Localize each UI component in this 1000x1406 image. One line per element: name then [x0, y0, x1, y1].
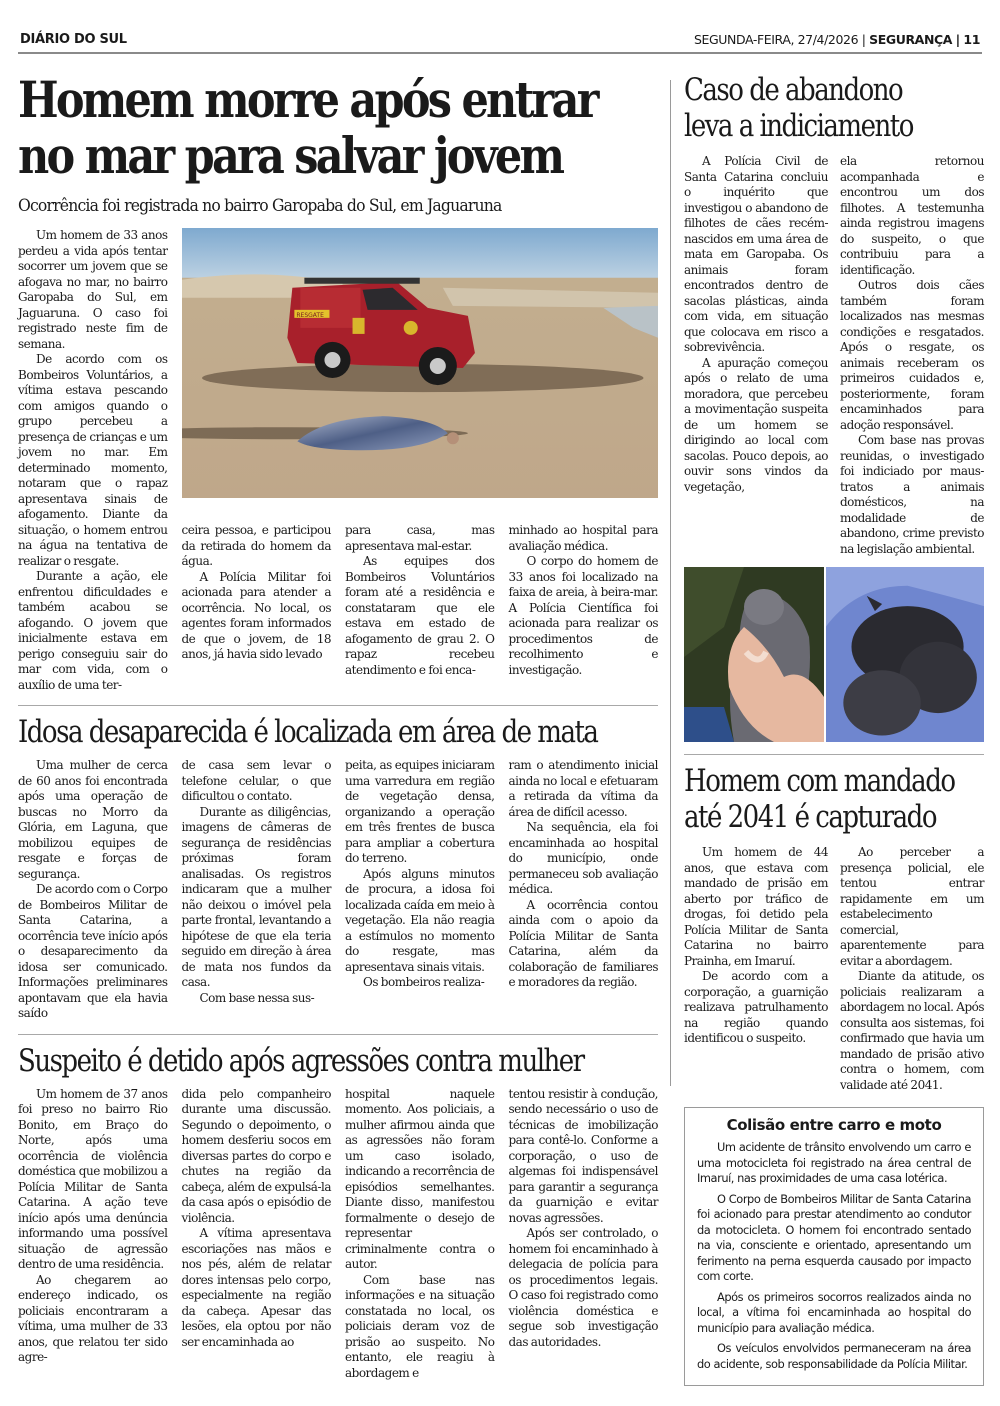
- paragraph: O corpo do homem de 33 anos foi localizado na faixa de areia, à beira-mar. A Polícia Científica foi acionada para realizar os procedimentos de recolhimento e investigação.: [508, 554, 658, 677]
- headline-line: no mar para salvar jovem: [18, 126, 563, 185]
- paragraph: Um homem de 37 anos foi preso no bairro Rio Bonito, em Braço do Norte, após uma ocorrência de violência doméstica que mobilizou a Polícia Militar de Santa Catarina. A ação teve início após uma denúncia informando uma possível situação de agressão dentro de uma residência.: [18, 1086, 168, 1271]
- story1-headline: [18, 70, 597, 185]
- headline-line: Homem morre após entrar: [18, 70, 597, 129]
- paragraph: Os veículos envolvidos permaneceram na área do acidente, sob responsabilidade da Polícia Militar.: [697, 1341, 971, 1371]
- paragraph: ram o atendimento inicial ainda no local e efetuaram a retirada da vítima da área de difícil acesso.: [508, 758, 658, 819]
- story3-body: [18, 758, 658, 1022]
- puppies-in-blanket-image: [826, 567, 984, 742]
- main-column-area: [18, 72, 658, 1381]
- story3-column-1: [18, 758, 168, 1022]
- paragraph: tentou resistir à condução, sendo necessário o uso de técnicas de imobilização para contê-lo. Conforme a corporação, o uso de algemas foi indispensável para garantir a segurança da guarnição e evitar novas agressões.: [508, 1086, 658, 1225]
- paragraph: minhado ao hospital para avaliação médica.: [508, 523, 658, 553]
- story5-column-4: [509, 1087, 659, 1382]
- page-meta: [694, 32, 980, 47]
- newspaper-name: DIÁRIO DO SUL: [20, 32, 127, 47]
- paragraph: Na sequência, ela foi encaminhada ao hospital do município, onde permaneceu sob avaliação médica.: [508, 820, 658, 896]
- story3-headline: Idosa desaparecida é localizada em área de mata: [18, 714, 598, 750]
- paragraph: Os bombeiros realiza-: [363, 975, 485, 989]
- section-rule: [684, 754, 984, 755]
- paragraph: Outros dois cães também foram localizados nas mesmas condições e resgatados. Após o resgate, os animais receberam os primeiros cuidados e, posteriormente, foram encaminhados para adoção responsável.: [840, 278, 984, 432]
- headline-line: Caso de abandono: [684, 72, 903, 108]
- story1-subhead: Ocorrência foi registrada no bairro Garopaba do Sul, em Jaguaruna: [18, 196, 502, 216]
- sidebar-news-box: [684, 1107, 984, 1386]
- paragraph: A ocorrência contou ainda com o apoio da Polícia Militar de Santa Catarina, além da colaboração de familiares e moradores da região.: [508, 897, 658, 989]
- paragraph: Com base nas informações e na situação constatada no local, os policiais deram voz de prisão ao suspeito. No entanto, ele reagiu à abordagem e: [345, 1272, 495, 1380]
- issue-date: SEGUNDA-FEIRA, 27/4/2026: [693, 32, 859, 47]
- section-name: SEGURANÇA: [869, 32, 953, 47]
- paragraph: hospital naquele momento. Aos policiais, a mulher afirmou ainda que as agressões não foram um caso isolado, indicando a recorrência de episódios semelhantes. Diante disso, manifestou formalmente o desejo de representar criminalmente contra o autor.: [345, 1086, 495, 1271]
- box-title: Colisão entre carro e moto: [726, 1116, 942, 1134]
- beach-scene-image: [182, 228, 659, 498]
- story2-headline: [684, 72, 936, 144]
- story5-column-2: [182, 1087, 332, 1382]
- side-column-area: [684, 72, 984, 1386]
- story4-column-1: [684, 845, 828, 1093]
- paragraph: Após ser controlado, o homem foi encaminhado à delegacia de polícia para os procedimentos legais. O caso foi registrado como violência doméstica e segue sob investigação das autoridades.: [508, 1226, 658, 1349]
- paragraph: Um acidente de trânsito envolvendo um carro e uma motocicleta foi registrado na área central de Imaruí, nas proximidades de uma casa lotérica.: [697, 1140, 971, 1185]
- paragraph: A Polícia Civil de Santa Catarina concluiu o inquérito que investigou o abandono de filhotes de cães recém-nascidos em uma área de mata em Garopaba. Os animais foram encontrados dentro de sacolas plásticas, ainda com vida, em situação que colocava em risco a sobrevivência.: [684, 154, 828, 354]
- section-rule: [18, 1034, 658, 1035]
- column-divider: [670, 80, 671, 1086]
- paragraph: De acordo com o Corpo de Bombeiros Militar de Santa Catarina, a ocorrência teve início após o desaparecimento da idosa ser comunicado. Informações preliminares apontavam que ela havia saído: [18, 882, 168, 1020]
- paragraph: Um homem de 44 anos, que estava com mandado de prisão em aberto por tráfico de drogas, foi detido pela Polícia Militar de Santa Catarina no bairro Prainha, em Imaruí.: [684, 845, 828, 968]
- paragraph: para casa, mas apresentava mal-estar.: [345, 523, 495, 553]
- paragraph: Diante da atitude, os policiais realizaram a abordagem no local. Após consulta aos sistemas, foi confirmado que havia um mandado de prisão ativo contra o homem, com validade até 2041.: [840, 969, 985, 1092]
- story1-column-4: [509, 523, 659, 693]
- paragraph: Após alguns minutos de procura, a idosa foi localizada caída em meio à vegetação. Ela não reagia a estímulos no momento do resgate, mas apresentava sinais vitais.: [345, 866, 495, 974]
- story1-body: [18, 228, 658, 693]
- puppy-photo-1: [684, 567, 824, 742]
- paragraph: Após os primeiros socorros realizados ainda no local, a vítima foi encaminhada ao hospital do município para avaliação médica.: [697, 1289, 971, 1335]
- paragraph: De acordo com a corporação, a guarnição realizava patrulhamento na região quando identificou o suspeito.: [684, 969, 828, 1045]
- paragraph: De acordo com os Bombeiros Voluntários, a vítima estava pescando com amigos quando o grupo percebeu a presença de crianças e um jovem no mar. Em determinado momento, notaram que o rapaz apresentava sinais de afogamento. Diante da situação, o homem entrou na água na tentativa de realizar o resgate.: [18, 352, 168, 568]
- paragraph: As equipes dos Bombeiros Voluntários foram até a residência e constataram que ele estava em estado de afogamento de grau 2. O rapaz recebeu atendimento e foi enca-: [345, 554, 495, 677]
- header-rule: [18, 52, 982, 54]
- puppy-in-hand-image: [684, 567, 824, 742]
- story5-column-3: [345, 1087, 495, 1382]
- headline-line: até 2041 é capturado: [684, 799, 937, 835]
- puppy-photos: [684, 567, 984, 742]
- story2-column-2: [840, 154, 984, 557]
- paragraph: A apuração começou após o relato de uma moradora, que percebeu a movimentação suspeita de um homem se dirigindo ao local com sacolas. Pouco depois, ao ouvir sons vindos da vegetação,: [684, 355, 828, 494]
- paragraph: ceira pessoa, e participou da retirada do homem da água.: [181, 523, 331, 568]
- meta-separator: |: [955, 32, 960, 47]
- meta-separator: |: [861, 32, 866, 47]
- paragraph: Um homem de 33 anos perdeu a vida após tentar socorrer um jovem que se afogava no mar, no bairro Garopaba do Sul, em Jaguaruna. O caso foi registrado neste fim de semana.: [18, 228, 168, 351]
- story4-headline: [684, 763, 955, 835]
- story4-body: [684, 845, 984, 1093]
- paragraph: A vítima apresentava escoriações nas mãos e nos pés, além de relatar dores intensas pelo corpo, especialmente na região da cabeça. Apesar das lesões, ela optou por não ser encaminhada ao: [181, 1226, 331, 1349]
- paragraph: Ao chegarem ao endereço indicado, os policiais encontraram a vítima, uma mulher de 33 anos, que relatou ter sido agre-: [18, 1272, 168, 1364]
- story4-column-2: [840, 845, 984, 1093]
- headline-line: Homem com mandado: [684, 763, 955, 799]
- story3-column-4: [509, 758, 659, 1022]
- headline-line: leva a indiciamento: [684, 108, 913, 144]
- story5-headline: Suspeito é detido após agressões contra mulher: [18, 1042, 584, 1079]
- rescue-truck-photo: [182, 228, 659, 498]
- paragraph: ela retornou acompanhada e encontrou um dos filhotes. A testemunha ainda registrou imagens do suspeito, o que contribuiu para a identificação.: [840, 154, 984, 277]
- paragraph: Uma mulher de cerca de 60 anos foi encontrada após uma operação de buscas no Morro da Glória, em Laguna, que mobilizou equipes de resgate e forças de segurança.: [18, 758, 168, 881]
- story1-column-1: [18, 228, 168, 693]
- section-rule: [18, 705, 658, 706]
- story5-column-1: [18, 1087, 168, 1382]
- paragraph: Com base nessa sus-: [199, 990, 315, 1005]
- paragraph: de casa sem levar o telefone celular, o que dificultou o contato.: [181, 758, 331, 803]
- paragraph: O Corpo de Bombeiros Militar de Santa Catarina foi acionado para prestar atendimento ao condutor da motocicleta. O homem foi encontrado sentado na via, consciente e orientado, apresentando um ferimento na perna esquerda causado por impacto com corte.: [697, 1191, 971, 1283]
- story1-column-3: [345, 523, 495, 693]
- story2-body: [684, 154, 984, 557]
- truck-label: RESGATE: [295, 311, 324, 319]
- paragraph: Ao perceber a presença policial, ele tentou entrar rapidamente em um estabelecimento comercial, aparentemente para evitar a abordagem.: [840, 845, 984, 968]
- story3-column-3: [345, 758, 495, 1022]
- paragraph: Durante a ação, ele enfrentou dificuldades e também acabou se afogando. O jovem que inicialmente estava em perigo conseguiu sair do mar com vida, com o auxílio de uma ter-: [18, 569, 168, 692]
- paragraph: dida pelo companheiro durante uma discussão. Segundo o depoimento, o homem desferiu socos em diversas partes do corpo e chutes na região da cabeça, além de expulsá-la da casa após o episódio de violência.: [181, 1086, 331, 1225]
- story5-body: [18, 1087, 658, 1382]
- story2-column-1: [684, 154, 828, 557]
- paragraph: peita, as equipes iniciaram uma varredura em região de vegetação densa, organizando a operação em três frentes de busca para ampliar a cobertura do terreno.: [345, 758, 495, 865]
- paragraph: Durante as diligências, imagens de câmeras de segurança de residências próximas foram analisadas. Os registros indicaram que a mulher não deixou o imóvel pela parte frontal, levantando a hipótese de que ela teria seguido em direção à área de mata nos fundos da casa.: [181, 804, 331, 989]
- paragraph: Com base nas provas reunidas, o investigado foi indiciado por maus-tratos a animais domésticos, na modalidade de abandono, crime previsto na legislação ambiental.: [840, 433, 984, 556]
- paragraph: A Polícia Militar foi acionada para atender a ocorrência. No local, os agentes foram informados de que o jovem, de 18 anos, já havia sido levado: [181, 569, 331, 661]
- page-number: 11: [963, 32, 980, 47]
- story1-column-2: [182, 523, 332, 693]
- puppy-photo-2: [826, 567, 984, 742]
- story3-column-2: [182, 758, 332, 1022]
